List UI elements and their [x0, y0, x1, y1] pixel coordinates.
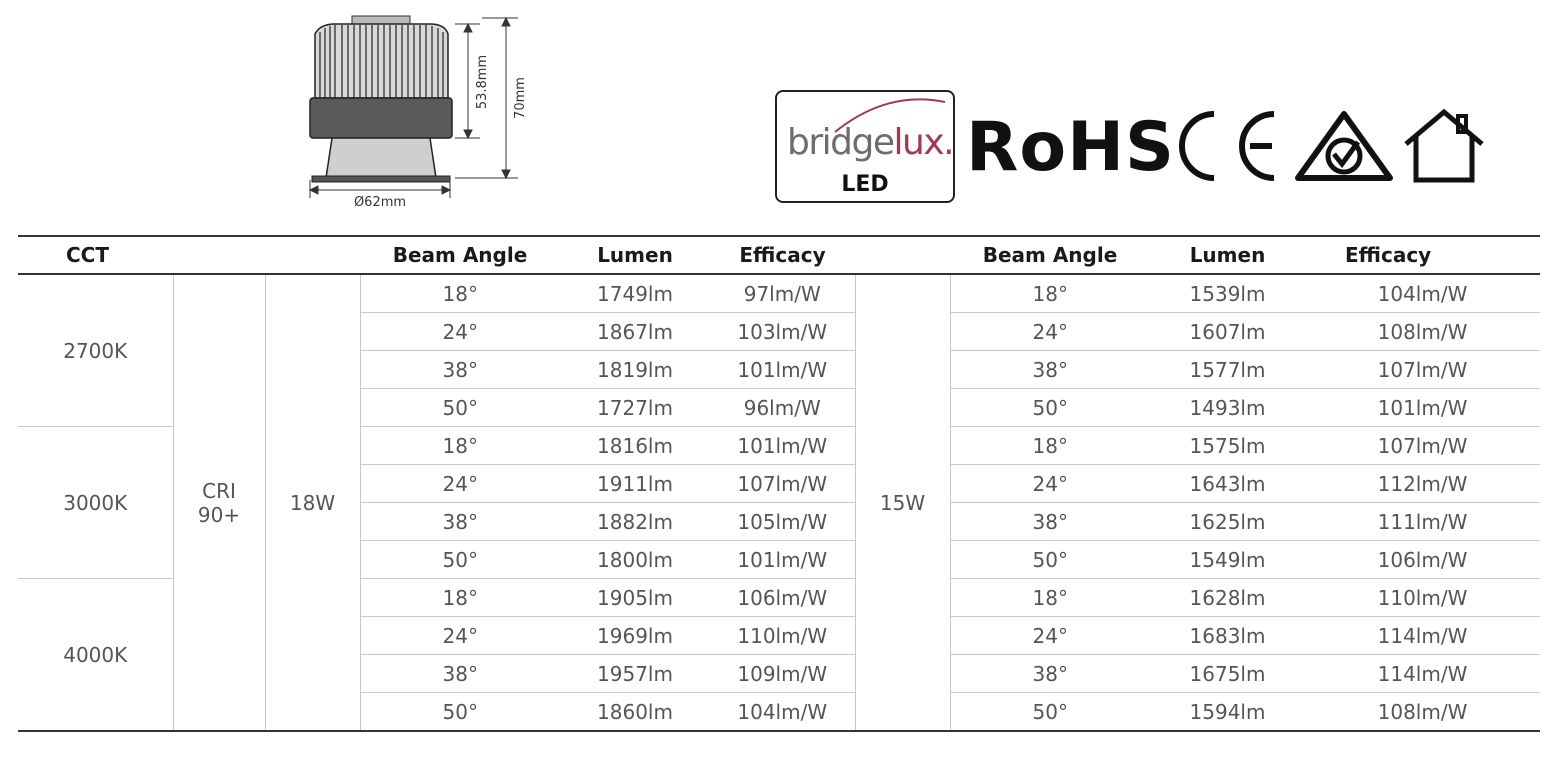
efficacy-18w: 101lm/W: [710, 351, 855, 389]
lumen-18w: 1905lm: [560, 579, 710, 617]
beam-angle-15w: 38°: [950, 655, 1150, 693]
dimension-diameter: Ø62mm: [353, 195, 407, 210]
bridgelux-brand-text: bridgelux.: [787, 122, 954, 163]
header-spacer-2: [855, 236, 950, 274]
efficacy-15w: 108lm/W: [1305, 693, 1540, 732]
beam-angle-18w: 38°: [360, 655, 560, 693]
lumen-15w: 1539lm: [1150, 274, 1305, 313]
efficacy-18w: 101lm/W: [710, 541, 855, 579]
table-header-row: [18, 236, 1540, 274]
lumen-15w: 1577lm: [1150, 351, 1305, 389]
efficacy-18w: 97lm/W: [710, 274, 855, 313]
lumen-15w: 1607lm: [1150, 313, 1305, 351]
lumen-15w: 1675lm: [1150, 655, 1305, 693]
efficacy-15w: 107lm/W: [1305, 427, 1540, 465]
efficacy-18w: 104lm/W: [710, 693, 855, 732]
efficacy-15w: 110lm/W: [1305, 579, 1540, 617]
header-beam-angle-15w: Beam Angle: [950, 236, 1150, 274]
cri-cell: [173, 274, 265, 731]
lumen-18w: 1969lm: [560, 617, 710, 655]
efficacy-18w: 96lm/W: [710, 389, 855, 427]
beam-angle-15w: 50°: [950, 541, 1150, 579]
cri-line: CRI: [202, 478, 236, 503]
efficacy-15w: 108lm/W: [1305, 313, 1540, 351]
lumen-15w: 1493lm: [1150, 389, 1305, 427]
beam-angle-15w: 18°: [950, 579, 1150, 617]
beam-angle-15w: 38°: [950, 351, 1150, 389]
trim-ring: [312, 176, 450, 182]
bridgelux-brand-accent: lux.: [893, 122, 954, 163]
lumen-15w: 1643lm: [1150, 465, 1305, 503]
product-dimension-drawing: [290, 10, 550, 215]
efficacy-15w: 114lm/W: [1305, 655, 1540, 693]
efficacy-18w: 105lm/W: [710, 503, 855, 541]
lumen-18w: 1800lm: [560, 541, 710, 579]
lumen-18w: 1816lm: [560, 427, 710, 465]
ce-mark-icon: [1178, 108, 1278, 184]
header-efficacy-18w: Efficacy: [710, 236, 855, 274]
lumen-15w: 1628lm: [1150, 579, 1305, 617]
beam-angle-18w: 38°: [360, 503, 560, 541]
specification-table: [18, 235, 1540, 732]
efficacy-18w: 109lm/W: [710, 655, 855, 693]
beam-angle-18w: 50°: [360, 693, 560, 732]
reflector-cone: [326, 138, 436, 178]
table-row: [18, 274, 1540, 313]
efficacy-18w: 107lm/W: [710, 465, 855, 503]
power-15w-cell: 15W: [855, 274, 950, 731]
efficacy-15w: 114lm/W: [1305, 617, 1540, 655]
header-lumen-15w: Lumen: [1150, 236, 1305, 274]
beam-angle-15w: 38°: [950, 503, 1150, 541]
cct-cell: 2700K: [18, 274, 173, 427]
dimension-height-inner: 53.8mm: [475, 54, 490, 110]
header-lumen-18w: Lumen: [560, 236, 710, 274]
efficacy-15w: 101lm/W: [1305, 389, 1540, 427]
cct-cell: 4000K: [18, 579, 173, 732]
beam-angle-15w: 24°: [950, 617, 1150, 655]
lumen-18w: 1860lm: [560, 693, 710, 732]
cri-line: 90+: [197, 502, 241, 527]
efficacy-18w: 110lm/W: [710, 617, 855, 655]
beam-angle-18w: 50°: [360, 389, 560, 427]
efficacy-15w: 106lm/W: [1305, 541, 1540, 579]
beam-angle-18w: 24°: [360, 465, 560, 503]
cct-cell: 3000K: [18, 427, 173, 579]
efficacy-15w: 107lm/W: [1305, 351, 1540, 389]
efficacy-18w: 106lm/W: [710, 579, 855, 617]
lumen-15w: 1549lm: [1150, 541, 1305, 579]
indoor-use-house-icon: [1400, 108, 1488, 184]
efficacy-15w: 112lm/W: [1305, 465, 1540, 503]
lumen-15w: 1683lm: [1150, 617, 1305, 655]
lumen-18w: 1867lm: [560, 313, 710, 351]
lumen-18w: 1911lm: [560, 465, 710, 503]
housing-band: [310, 98, 452, 138]
bridgelux-led-label: LED: [841, 172, 889, 197]
header-beam-angle-18w: Beam Angle: [360, 236, 560, 274]
lumen-18w: 1727lm: [560, 389, 710, 427]
header-spacer: [265, 236, 360, 274]
rcm-mark-icon: [1294, 110, 1394, 186]
beam-angle-15w: 24°: [950, 313, 1150, 351]
beam-angle-18w: 24°: [360, 313, 560, 351]
beam-angle-15w: 50°: [950, 389, 1150, 427]
lumen-15w: 1594lm: [1150, 693, 1305, 732]
beam-angle-18w: 24°: [360, 617, 560, 655]
efficacy-15w: 111lm/W: [1305, 503, 1540, 541]
lumen-18w: 1882lm: [560, 503, 710, 541]
bridgelux-led-badge: [775, 90, 955, 203]
beam-angle-15w: 18°: [950, 427, 1150, 465]
header-efficacy-15w: Efficacy: [1305, 236, 1540, 274]
efficacy-15w: 104lm/W: [1305, 274, 1540, 313]
beam-angle-15w: 24°: [950, 465, 1150, 503]
beam-angle-18w: 38°: [360, 351, 560, 389]
lumen-18w: 1749lm: [560, 274, 710, 313]
beam-angle-15w: 50°: [950, 693, 1150, 732]
dimension-height-total: 70mm: [513, 77, 528, 119]
lumen-18w: 1819lm: [560, 351, 710, 389]
bridgelux-wordmark: [787, 122, 954, 163]
lumen-18w: 1957lm: [560, 655, 710, 693]
lumen-15w: 1575lm: [1150, 427, 1305, 465]
efficacy-18w: 101lm/W: [710, 427, 855, 465]
beam-angle-15w: 18°: [950, 274, 1150, 313]
beam-angle-18w: 18°: [360, 579, 560, 617]
rohs-logo: RoHS: [966, 108, 1175, 187]
beam-angle-18w: 18°: [360, 274, 560, 313]
beam-angle-18w: 18°: [360, 427, 560, 465]
header-cct: CCT: [18, 236, 265, 274]
beam-angle-18w: 50°: [360, 541, 560, 579]
table-body: [18, 274, 1540, 731]
power-18w-cell: 18W: [265, 274, 360, 731]
lumen-15w: 1625lm: [1150, 503, 1305, 541]
efficacy-18w: 103lm/W: [710, 313, 855, 351]
